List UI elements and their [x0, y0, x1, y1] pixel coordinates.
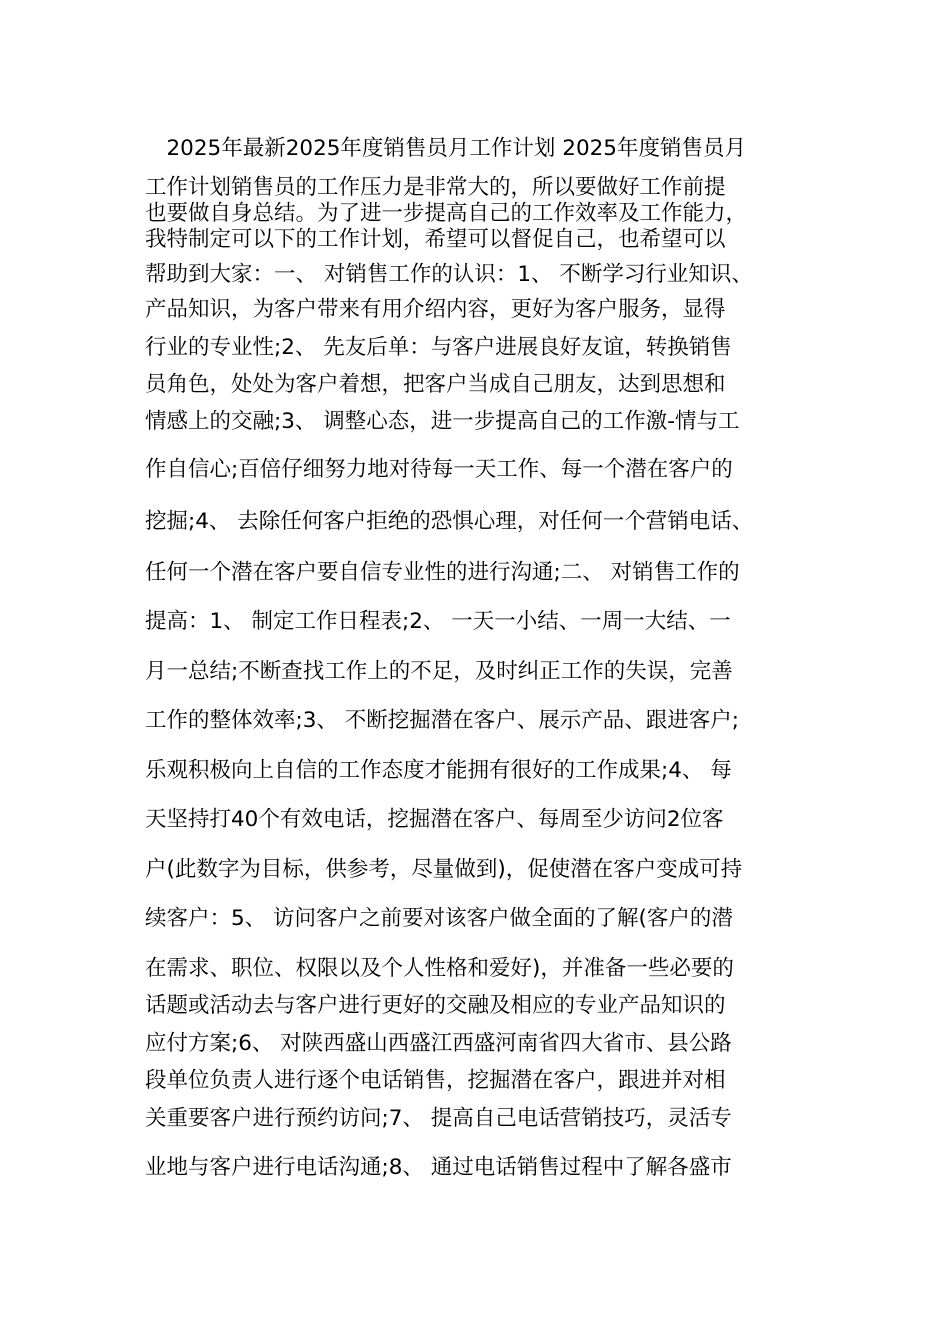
body-text-line: 员角色，处处为客户着想，把客户当成自己朋友，达到思想和 [145, 372, 726, 397]
body-text-line: 工作计划销售员的工作压力是非常大的，所以要做好工作前提 [145, 175, 726, 200]
body-text-line: 应付方案;6、 对陕西盛山西盛江西盛河南省四大省市、县公路 [145, 1031, 732, 1056]
body-text-line: 提高：1、 制定工作日程表;2、 一天一小结、一周一大结、一 [145, 609, 731, 634]
body-text-line: 续客户：5、 访问客户之前要对该客户做全面的了解(客户的潜 [145, 906, 733, 931]
body-text-line: 在需求、职位、权限以及个人性格和爱好)，并准备一些必要的 [145, 956, 734, 981]
body-text-line: 户(此数字为目标，供参考，尽量做到)，促使潜在客户变成可持 [145, 857, 743, 882]
body-text-line: 工作的整体效率;3、 不断挖掘潜在客户、展示产品、跟进客户; [145, 708, 740, 733]
body-text-line: 情感上的交融;3、 调整心态，进一步提高自己的工作激-情与工 [145, 409, 740, 434]
body-text-line: 产品知识，为客户带来有用介绍内容，更好为客户服务，显得 [145, 297, 726, 322]
body-text-line: 作自信心;百倍仔细努力地对待每一天工作、每一个潜在客户的 [145, 457, 733, 482]
body-text-line: 2025年最新2025年度销售员月工作计划 2025年度销售员月 [145, 136, 746, 161]
body-text-line: 任何一个潜在客户要自信专业性的进行沟通;二、 对销售工作的 [145, 560, 740, 585]
body-text-line: 我特制定可以下的工作计划，希望可以督促自己，也希望可以 [145, 227, 726, 252]
body-text-line: 挖掘;4、 去除任何客户拒绝的恐惧心理，对任何一个营销电话、 [145, 509, 754, 534]
body-text-line: 行业的专业性;2、 先友后单：与客户进展良好友谊，转换销售 [145, 335, 732, 360]
body-text-line: 月一总结;不断查找工作上的不足，及时纠正工作的失误，完善 [145, 659, 733, 684]
body-text-line: 乐观积极向上自信的工作态度才能拥有很好的工作成果;4、 每 [145, 758, 732, 783]
body-text-line: 话题或活动去与客户进行更好的交融及相应的专业产品知识的 [145, 993, 726, 1018]
body-text-line: 天坚持打40个有效电话，挖掘潜在客户、每周至少访问2位客 [145, 807, 724, 832]
body-text-line: 关重要客户进行预约访问;7、 提高自己电话营销技巧，灵活专 [145, 1106, 732, 1131]
body-text-line: 也要做自身总结。为了进一步提高自己的工作效率及工作能力， [145, 201, 748, 226]
body-text-line: 帮助到大家：一、 对销售工作的认识：1、 不断学习行业知识、 [145, 262, 753, 287]
body-text-line: 段单位负责人进行逐个电话销售，挖掘潜在客户，跟进并对相 [145, 1068, 726, 1093]
body-text-line: 业地与客户进行电话沟通;8、 通过电话销售过程中了解各盛市 [145, 1155, 732, 1180]
